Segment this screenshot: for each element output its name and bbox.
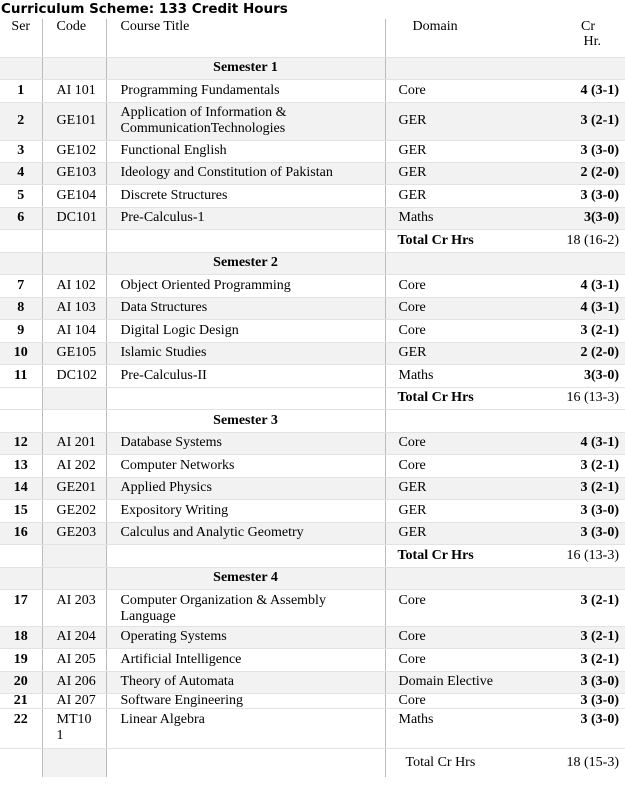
credit-cell: 3 (3-0) — [532, 184, 625, 207]
code-cell: AI 207 — [42, 693, 106, 708]
table-row — [0, 274, 625, 297]
ser-cell: 9 — [0, 319, 42, 342]
code-cell: GE101 — [42, 102, 106, 140]
semester-header-row — [0, 252, 625, 274]
ser-cell: 16 — [0, 522, 42, 544]
semester-header-row — [0, 409, 625, 432]
ser-cell: 10 — [0, 342, 42, 364]
table-row — [0, 432, 625, 454]
code-cell: AI 203 — [42, 589, 106, 626]
domain-cell: Core — [385, 648, 532, 671]
code-line: 1 — [56, 727, 64, 743]
table-row — [0, 589, 625, 626]
credit-cell: 3(3-0) — [532, 364, 625, 387]
credit-cell: 3 (3-0) — [532, 708, 625, 748]
code-cell: DC101 — [42, 207, 106, 229]
code-cell: GE202 — [42, 499, 106, 522]
table-row — [0, 454, 625, 477]
credit-cell: 4 (3-1) — [532, 297, 625, 319]
total-row — [0, 387, 625, 409]
code-cell: GE105 — [42, 342, 106, 364]
ser-cell: 18 — [0, 626, 42, 648]
total-value: 18 (16-2) — [532, 229, 625, 252]
domain-cell: Core — [385, 319, 532, 342]
domain-cell: Core — [385, 297, 532, 319]
course-title-cell: Calculus and Analytic Geometry — [106, 522, 385, 544]
ser-cell: 13 — [0, 454, 42, 477]
domain-cell: Core — [385, 454, 532, 477]
table-row — [0, 342, 625, 364]
credit-cell: 4 (3-1) — [532, 432, 625, 454]
course-title-cell: Pre-Calculus-1 — [106, 207, 385, 229]
table-row — [0, 708, 625, 748]
semester-title: Semester 3 — [106, 409, 385, 432]
credit-cell: 3 (2-1) — [532, 477, 625, 499]
semester-title: Semester 1 — [106, 57, 385, 79]
credit-cell: 3 (2-1) — [532, 454, 625, 477]
ser-cell: 11 — [0, 364, 42, 387]
table-row — [0, 319, 625, 342]
ser-cell: 12 — [0, 432, 42, 454]
ser-cell: 15 — [0, 499, 42, 522]
domain-cell: Maths — [385, 708, 532, 748]
table-row — [0, 648, 625, 671]
course-title-line: CommunicationTechnologies — [120, 121, 286, 136]
course-title-cell — [106, 102, 385, 140]
code-cell — [42, 708, 106, 748]
semester-title: Semester 4 — [106, 567, 385, 589]
domain-cell: GER — [385, 140, 532, 162]
credit-cell: 4 (3-1) — [532, 79, 625, 102]
domain-cell: GER — [385, 162, 532, 184]
table-row — [0, 477, 625, 499]
domain-cell: GER — [385, 184, 532, 207]
table-header-row — [0, 19, 625, 57]
domain-cell: GER — [385, 499, 532, 522]
header-course-title: Course Title — [106, 19, 385, 57]
semester-header-row — [0, 567, 625, 589]
total-label: Total Cr Hrs — [385, 544, 532, 567]
total-value: 18 (15-3) — [566, 754, 619, 770]
total-label: Total Cr Hrs — [385, 229, 532, 252]
course-title-cell: Functional English — [106, 140, 385, 162]
code-cell: GE104 — [42, 184, 106, 207]
domain-cell: Domain Elective — [385, 671, 532, 693]
course-title-line: Computer Organization & Assembly — [120, 592, 326, 608]
course-title-cell: Theory of Automata — [106, 671, 385, 693]
header-ser: Ser — [0, 19, 42, 57]
credit-cell: 4 (3-1) — [532, 274, 625, 297]
header-cr-line1: Cr — [581, 19, 595, 34]
credit-cell: 3 (3-0) — [532, 522, 625, 544]
code-cell: AI 102 — [42, 274, 106, 297]
ser-cell: 14 — [0, 477, 42, 499]
domain-cell: Maths — [385, 207, 532, 229]
course-title-cell: Digital Logic Design — [106, 319, 385, 342]
domain-cell: Core — [385, 589, 532, 626]
domain-cell: Core — [385, 79, 532, 102]
semester-title: Semester 2 — [106, 252, 385, 274]
course-title-cell: Artificial Intelligence — [106, 648, 385, 671]
code-cell: AI 201 — [42, 432, 106, 454]
course-title-line: Language — [120, 608, 176, 624]
code-line: MT10 — [56, 711, 92, 727]
credit-cell: 3 (3-0) — [532, 693, 625, 708]
credit-cell: 3 (2-1) — [532, 102, 625, 140]
total-row — [0, 544, 625, 567]
code-cell: GE102 — [42, 140, 106, 162]
course-title-cell: Linear Algebra — [106, 708, 385, 748]
total-row — [0, 748, 625, 777]
course-title-cell: Ideology and Constitution of Pakistan — [106, 162, 385, 184]
credit-cell: 3 (2-1) — [532, 626, 625, 648]
course-title-cell: Discrete Structures — [106, 184, 385, 207]
total-label: Total Cr Hrs — [385, 748, 532, 777]
table-row — [0, 102, 625, 140]
code-cell: GE103 — [42, 162, 106, 184]
ser-cell: 22 — [0, 708, 42, 748]
code-cell: GE203 — [42, 522, 106, 544]
header-cr-hr — [532, 19, 625, 57]
code-cell: AI 205 — [42, 648, 106, 671]
ser-cell: 20 — [0, 671, 42, 693]
ser-cell: 1 — [0, 79, 42, 102]
code-cell: AI 202 — [42, 454, 106, 477]
credit-cell: 3(3-0) — [532, 207, 625, 229]
credit-cell: 3 (2-1) — [532, 319, 625, 342]
table-row — [0, 522, 625, 544]
course-title-cell: Pre-Calculus-II — [106, 364, 385, 387]
table-row — [0, 364, 625, 387]
course-title-cell: Islamic Studies — [106, 342, 385, 364]
page-title: Curriculum Scheme: 133 Credit Hours — [1, 1, 288, 17]
total-label: Total Cr Hrs — [385, 387, 532, 409]
header-cr-line2: Hr. — [583, 34, 601, 49]
domain-cell: GER — [385, 342, 532, 364]
credit-cell: 3 (2-1) — [532, 589, 625, 626]
credit-cell: 3 (3-0) — [532, 499, 625, 522]
ser-cell: 3 — [0, 140, 42, 162]
code-cell: AI 101 — [42, 79, 106, 102]
code-cell: AI 206 — [42, 671, 106, 693]
domain-cell: Core — [385, 693, 532, 708]
semester-header-row — [0, 57, 625, 79]
total-value: 16 (13-3) — [532, 387, 625, 409]
ser-cell: 17 — [0, 589, 42, 626]
total-value: 16 (13-3) — [532, 544, 625, 567]
course-title-cell: Database Systems — [106, 432, 385, 454]
credit-cell: 2 (2-0) — [532, 342, 625, 364]
curriculum-table — [0, 19, 625, 777]
ser-cell: 21 — [0, 693, 42, 708]
credit-cell: 2 (2-0) — [532, 162, 625, 184]
domain-cell: Core — [385, 626, 532, 648]
course-title-cell: Software Engineering — [106, 693, 385, 708]
course-title-cell: Operating Systems — [106, 626, 385, 648]
ser-cell: 6 — [0, 207, 42, 229]
course-title-cell: Programming Fundamentals — [106, 79, 385, 102]
course-title-cell: Expository Writing — [106, 499, 385, 522]
domain-cell: GER — [385, 102, 532, 140]
table-row — [0, 499, 625, 522]
table-row — [0, 626, 625, 648]
course-title-cell: Computer Networks — [106, 454, 385, 477]
credit-cell: 3 (3-0) — [532, 140, 625, 162]
table-row — [0, 162, 625, 184]
course-title-cell: Object Oriented Programming — [106, 274, 385, 297]
course-title-line: Application of Information & — [120, 105, 287, 120]
code-cell: DC102 — [42, 364, 106, 387]
course-title-cell: Data Structures — [106, 297, 385, 319]
table-row — [0, 207, 625, 229]
code-cell: AI 104 — [42, 319, 106, 342]
total-row — [0, 229, 625, 252]
ser-cell: 7 — [0, 274, 42, 297]
credit-cell: 3 (3-0) — [532, 671, 625, 693]
table-row — [0, 184, 625, 207]
code-cell: AI 204 — [42, 626, 106, 648]
ser-cell: 5 — [0, 184, 42, 207]
domain-cell: GER — [385, 522, 532, 544]
domain-cell: Core — [385, 432, 532, 454]
ser-cell: 19 — [0, 648, 42, 671]
header-domain: Domain — [385, 19, 532, 57]
course-title-cell — [106, 589, 385, 626]
code-cell: AI 103 — [42, 297, 106, 319]
ser-cell: 4 — [0, 162, 42, 184]
table-row — [0, 79, 625, 102]
domain-cell: Maths — [385, 364, 532, 387]
table-row — [0, 297, 625, 319]
domain-cell: GER — [385, 477, 532, 499]
course-title-cell: Applied Physics — [106, 477, 385, 499]
table-row — [0, 671, 625, 693]
table-row — [0, 140, 625, 162]
domain-cell: Core — [385, 274, 532, 297]
credit-cell: 3 (2-1) — [532, 648, 625, 671]
code-cell: GE201 — [42, 477, 106, 499]
table-row — [0, 693, 625, 708]
header-code: Code — [42, 19, 106, 57]
ser-cell: 2 — [0, 102, 42, 140]
ser-cell: 8 — [0, 297, 42, 319]
